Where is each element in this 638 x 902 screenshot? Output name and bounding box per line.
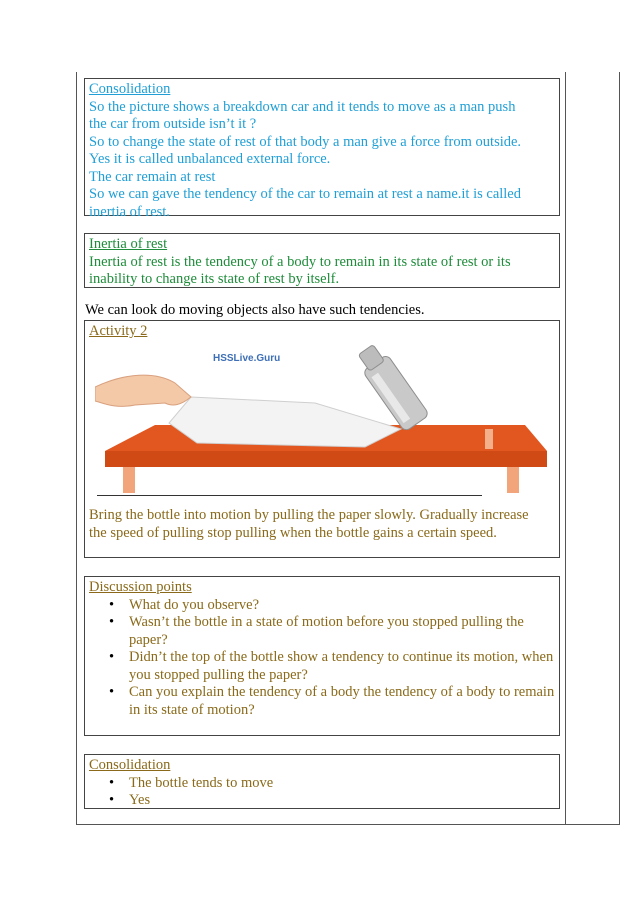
inertia-of-rest-box bbox=[84, 233, 560, 288]
activity-box bbox=[84, 320, 560, 558]
paper-sheet bbox=[169, 397, 401, 447]
consolidation-line: inertia of rest. bbox=[89, 203, 170, 220]
consolidation-box-2 bbox=[84, 754, 560, 809]
divider-line bbox=[97, 495, 482, 496]
hand bbox=[95, 375, 191, 406]
consolidation-line: The car remain at rest bbox=[89, 168, 216, 185]
discussion-point: • What do you observe? bbox=[129, 597, 555, 615]
consolidation-line: the car from outside isn’t it ? bbox=[89, 116, 257, 132]
consolidation-line: So the picture shows a breakdown car and it tends to move as a man push bbox=[89, 98, 516, 115]
inertia-line: Inertia of rest is the tendency of a body to remain in its state of rest or its bbox=[89, 253, 511, 270]
paper-pull-illustration bbox=[95, 343, 555, 495]
discussion-box bbox=[84, 576, 560, 736]
inertia-line: inability to change its state of rest by itself. bbox=[89, 271, 340, 287]
discussion-heading: Discussion points bbox=[89, 579, 192, 595]
consolidation-box bbox=[84, 78, 560, 220]
consolidation2-item: • The bottle tends to move bbox=[129, 775, 555, 793]
consolidation-line: So we can gave the tendency of the car to remain at rest a name.it is called bbox=[89, 186, 521, 202]
activity-line: the speed of pulling stop pulling when the bottle gains a certain speed. bbox=[89, 524, 497, 541]
inertia-heading: Inertia of rest bbox=[89, 236, 168, 252]
table-leg bbox=[123, 467, 135, 493]
table-edge bbox=[105, 451, 547, 467]
table-side-cell bbox=[564, 72, 620, 825]
consolidation-line: Yes it is called unbalanced external force. bbox=[89, 151, 331, 167]
table-leg bbox=[507, 467, 519, 493]
activity-line: Bring the bottle into motion by pulling the paper slowly. Gradually increase bbox=[89, 507, 529, 523]
consolidation2-heading: Consolidation bbox=[89, 757, 171, 773]
discussion-point: • Wasn’t the bottle in a state of motion before you stopped pulling the paper? bbox=[129, 614, 555, 649]
consolidation-line: So to change the state of rest of that body a man give a force from outside. bbox=[89, 133, 522, 150]
activity-heading: Activity 2 bbox=[89, 323, 148, 339]
discussion-point: • Can you explain the tendency of a body the tendency of a body to remain in its state of motion? bbox=[129, 684, 555, 719]
table-leg bbox=[485, 429, 493, 449]
consolidation2-item: • Yes bbox=[129, 792, 555, 810]
watermark-label: HSSLive.Guru bbox=[213, 353, 281, 364]
intro-text: We can look do moving objects also have such tendencies. bbox=[85, 302, 425, 318]
discussion-point: • Didn’t the top of the bottle show a tendency to continue its motion, when you stopped pulling the paper? bbox=[129, 649, 555, 684]
consolidation-heading: Consolidation bbox=[89, 81, 171, 97]
